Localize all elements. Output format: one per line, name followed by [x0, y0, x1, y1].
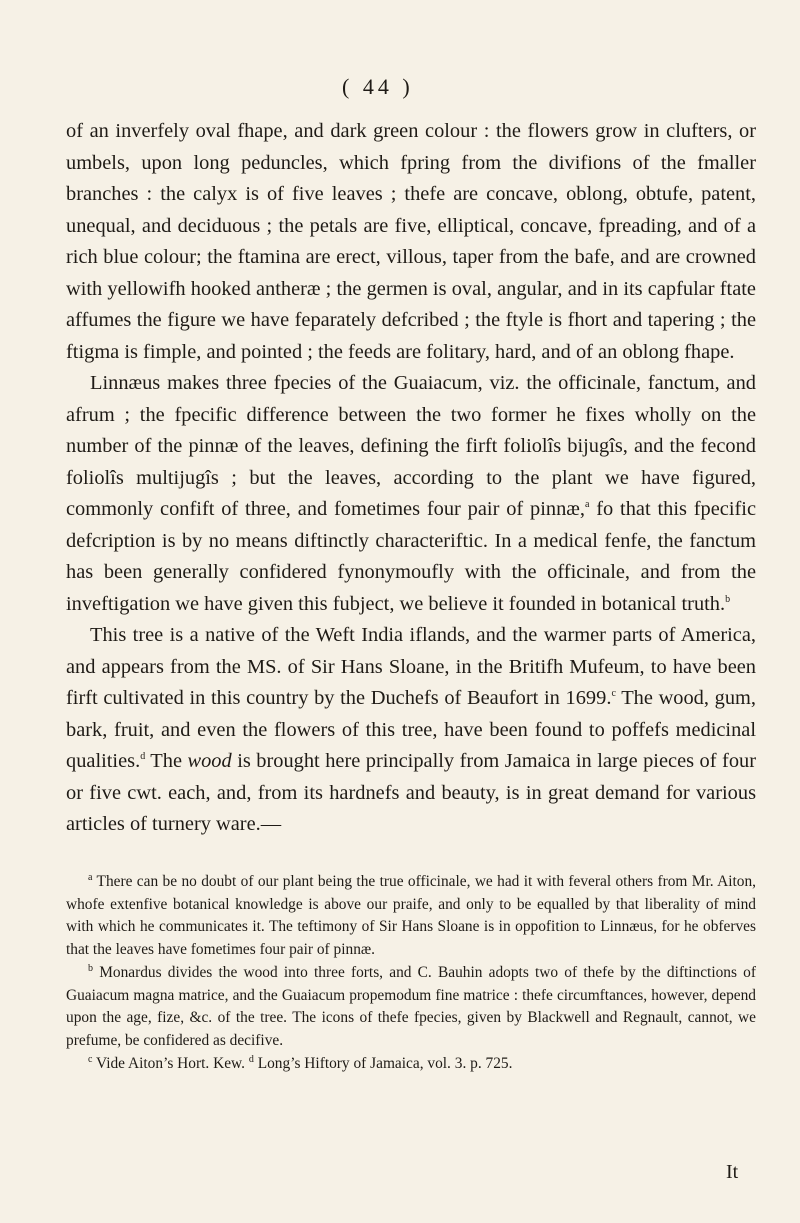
- paragraph-3-text-c: The: [145, 750, 188, 772]
- paragraph-3-text-a: This tree is a native of the Weft India iflands, and the warmer parts of America, and appears from the MS. of Sir Hans Sloane, in the Britifh Mufeum, to have been firft cultivated in this country by the Duchefs of Beaufort in 1699.: [66, 624, 756, 709]
- paragraph-2-text-b: fo that this fpecific defcription is by no means diftinctly characteriftic. In a medical fenfe, the fanctum has been generally confidered fynonymoufly with the officinale, and from the inveftigation we have given this fubject, we believe it founded in botanical truth.: [66, 498, 757, 615]
- footnote-b: [66, 962, 756, 1053]
- footnote-c-mark: c: [88, 1053, 93, 1065]
- footnote-ref-c: c: [611, 688, 616, 700]
- paragraph-3-text-d: is brought here principally from Jamaica in large pieces of four or five cwt. each, and, from its hardnefs and beauty, is in great demand for various articles of turnery ware.—: [66, 750, 756, 835]
- paragraph-2-text-a: Linnæus makes three fpecies of the Guaiacum, viz. the officinale, fanctum, and afrum ; the fpecific difference between the two former he fixes wholly on the number of the pinnæ of the leaves, defining the firft foliolîs bijugîs, and the fecond foliolîs multijugîs ; but the leaves, according to the plant we have figured, commonly confift of three, and fometimes four pair of pinnæ,: [66, 372, 756, 520]
- page-number: ( 44 ): [342, 74, 414, 99]
- footnotes: [66, 871, 756, 1075]
- footnote-a-mark: a: [88, 871, 93, 883]
- catchword: It: [726, 1161, 739, 1183]
- paragraph-3-text-b: The wood, gum, bark, fruit, and even the flowers of this tree, have been found to poffefs medicinal qualities.: [66, 687, 757, 772]
- footnote-b-mark: b: [88, 962, 93, 974]
- footnote-c-text: Vide Aiton’s Hort. Kew.: [92, 1054, 249, 1072]
- footnote-ref-b: b: [725, 593, 731, 605]
- footnote-ref-d: d: [140, 751, 146, 763]
- paragraph-3: [66, 620, 756, 841]
- paragraph-2: [66, 368, 756, 620]
- paragraph-1: of an inverfely oval fhape, and dark green colour : the flowers grow in clufters, or umbels, upon long peduncles, which fpring from the divifions of the fmaller branches : the calyx is of five leaves ; thefe are concave, oblong, obtufe, patent, unequal, and deciduous ; the petals are five, elliptical, concave, fpreading, and of a rich blue colour; the ftamina are erect, villous, taper from the bafe, and are crowned with yellowifh hooked antheræ ; the germen is oval, angular, and in its capfular ftate affumes the figure we have feparately defcribed ; the ftyle is fhort and tapering ; the ftigma is fimple, and pointed ; the feeds are folitary, hard, and of an oblong fhape.: [66, 120, 756, 363]
- footnote-a: [66, 871, 756, 962]
- footnote-b-text: Monardus divides the wood into three forts, and C. Bauhin adopts two of thefe by the diftinctions of Guaiacum magna matrice, and the Guaiacum propemodum fine matrice : thefe circumftances, however, depend upon the age, fize, &c. of the tree. The icons of thefe fpecies, given by Blackwell and Regnault, cannot, we prefume, be confidered as decifive.: [66, 963, 756, 1049]
- footnote-a-text: There can be no doubt of our plant being the true officinale, we had it with feveral others from Mr. Aiton, whofe extenfive botanical knowledge is above our praife, and only to be equalled by that liberality of mind with which he communicates it. The teftimony of Sir Hans Sloane is in oppofition to Linnæus, for he obferves that the leaves have fometimes four pair of pinnæ.: [66, 873, 756, 959]
- footnote-cd: [66, 1053, 756, 1076]
- footnote-d-mark: d: [248, 1053, 254, 1065]
- main-text: [66, 116, 756, 841]
- paragraph-3-italic: wood: [187, 750, 232, 772]
- footnote-d-text: Long’s Hiftory of Jamaica, vol. 3. p. 725.: [253, 1054, 513, 1072]
- footnote-ref-a: a: [584, 499, 590, 511]
